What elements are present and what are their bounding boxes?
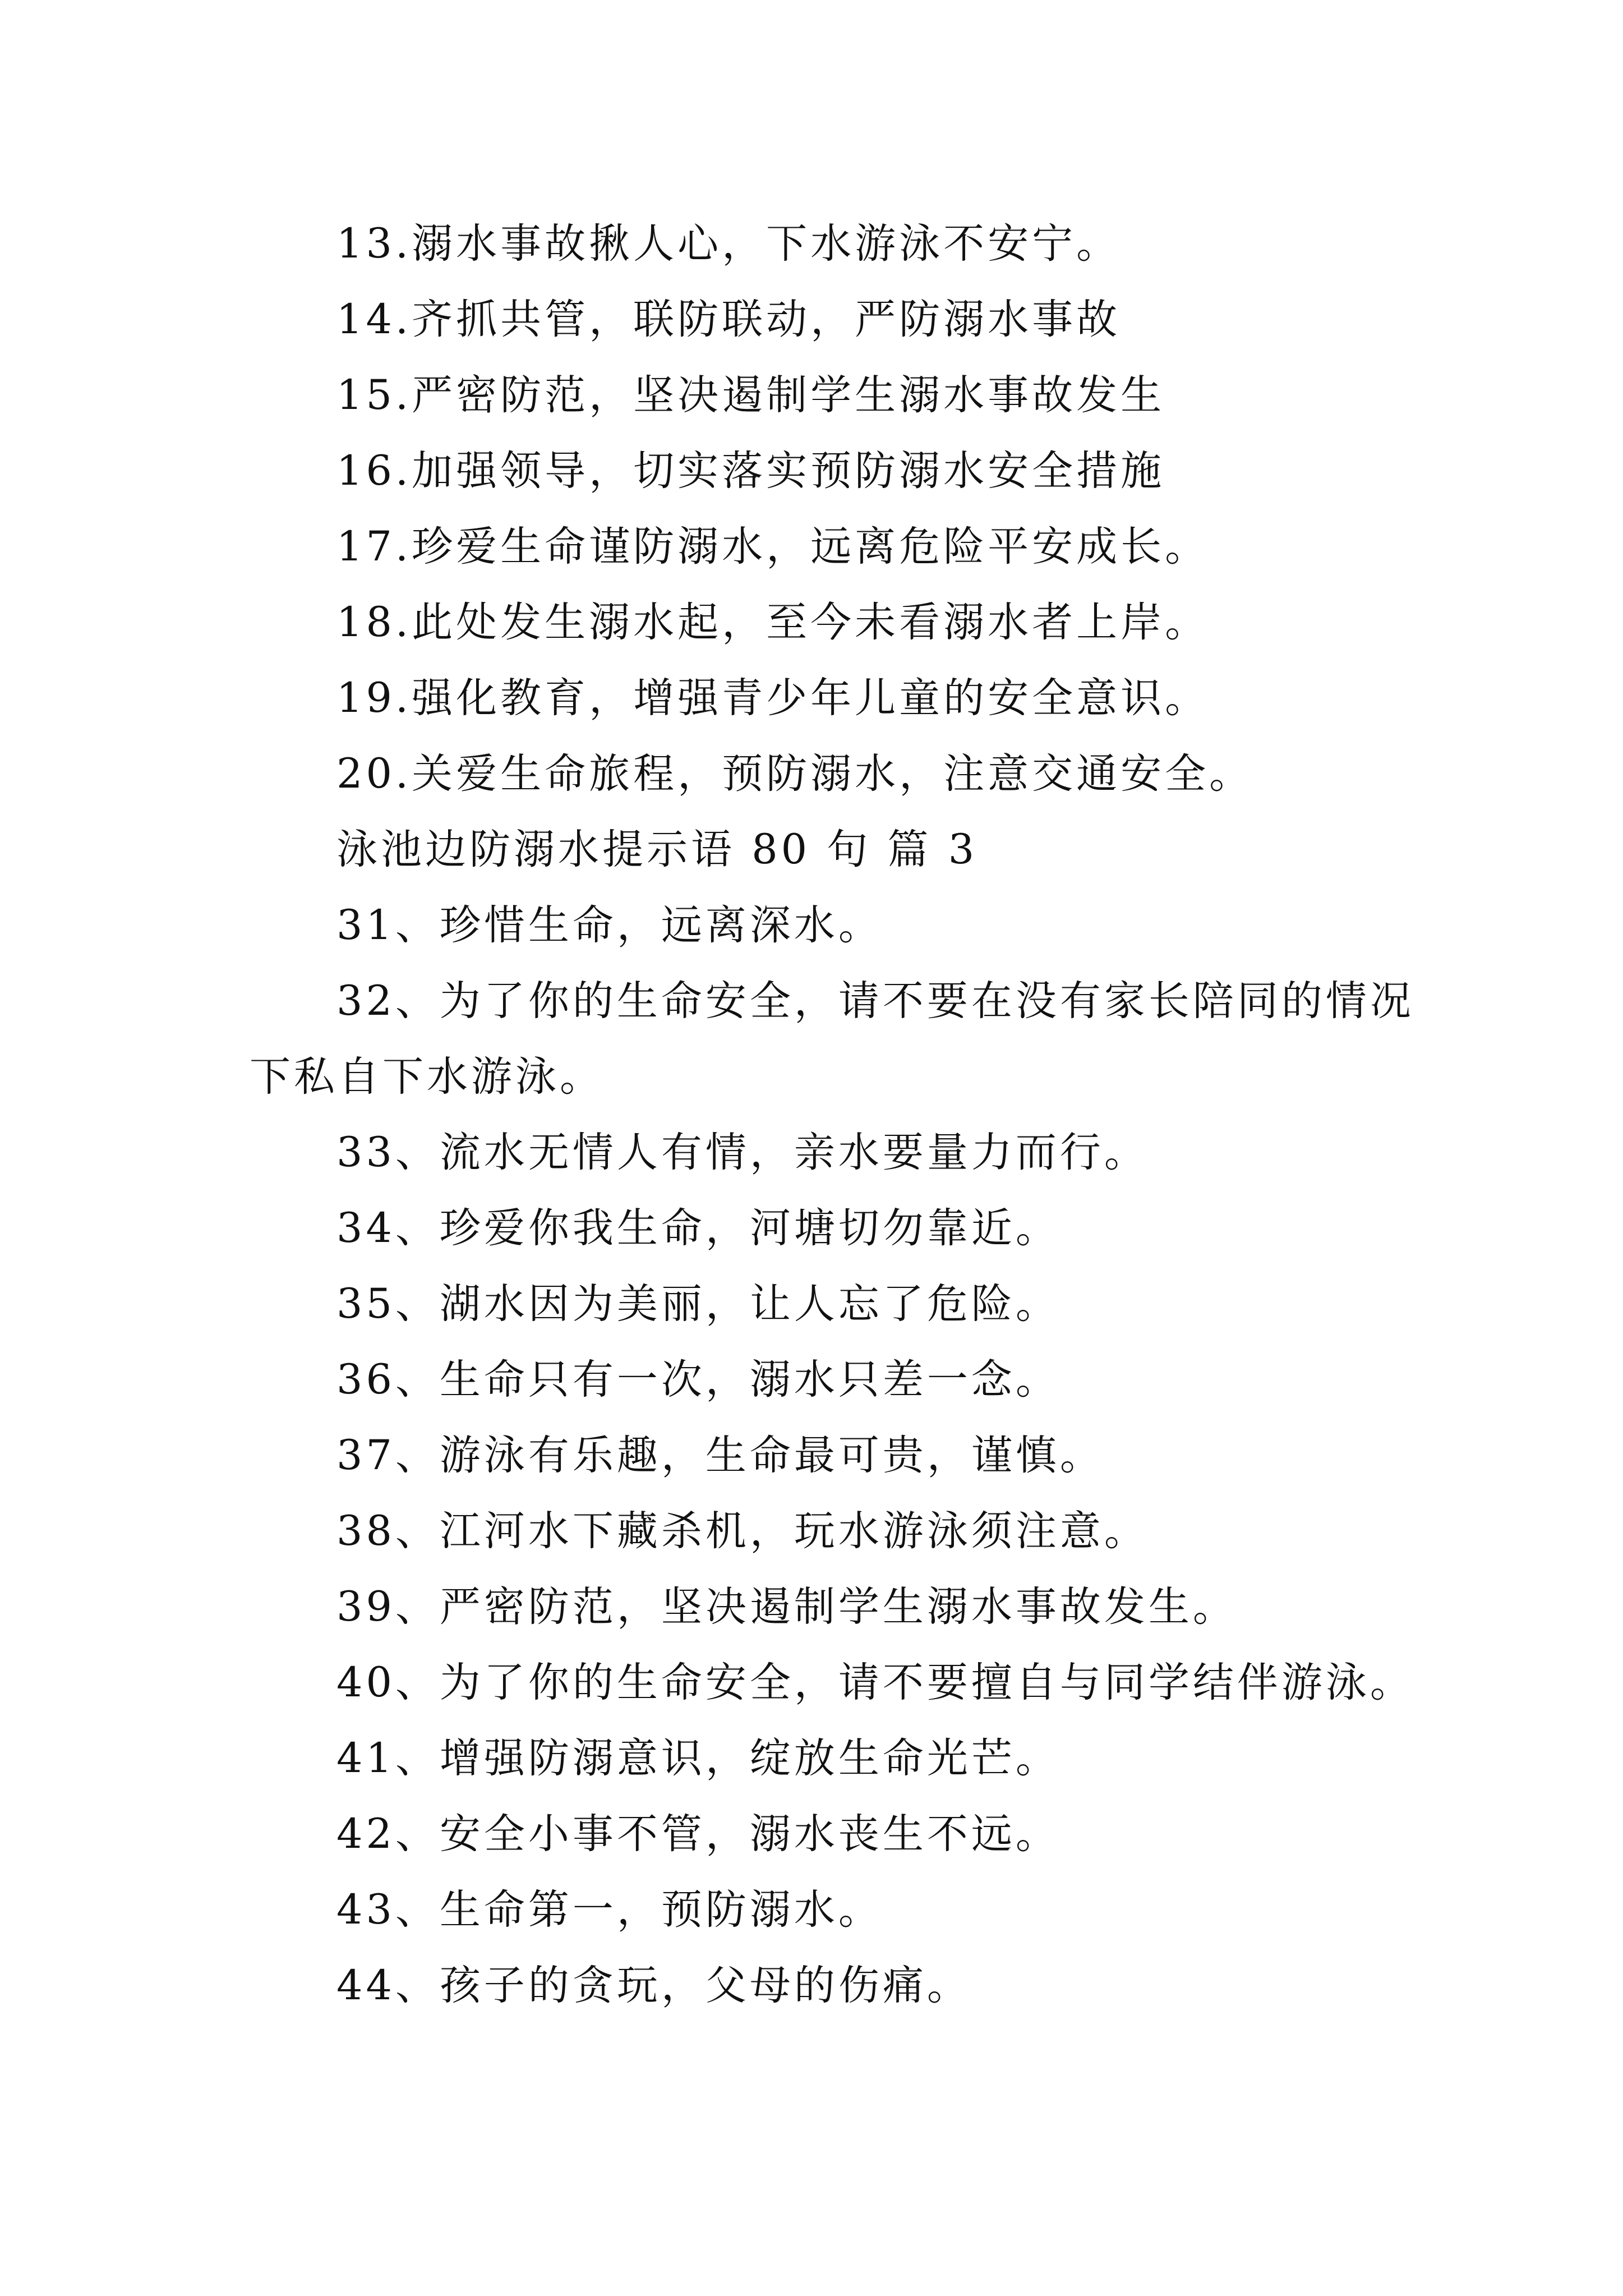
text-line-44: 44、孩子的贪玩，父母的伤痛。 — [336, 1962, 971, 2009]
text-line-41: 41、增强防溺意识，绽放生命光芒。 — [336, 1734, 1060, 1782]
text-line-42: 42、安全小事不管，溺水丧生不远。 — [336, 1810, 1060, 1858]
text-line-17: 17.珍爱生命谨防溺水，远离危险平安成长。 — [336, 523, 1210, 570]
text-line-38: 38、江河水下藏杀机，玩水游泳须注意。 — [336, 1507, 1149, 1555]
text-line-39: 39、严密防范，坚决遏制学生溺水事故发生。 — [336, 1583, 1237, 1631]
text-line-31: 31、珍惜生命，远离深水。 — [336, 901, 883, 949]
text-line-37: 37、游泳有乐趣，生命最可贵，谨慎。 — [336, 1432, 1104, 1479]
section-heading: 泳池边防溺水提示语 80 句 篇 3 — [336, 826, 978, 873]
text-line-18: 18.此处发生溺水起，至今未看溺水者上岸。 — [336, 599, 1210, 646]
text-line-16: 16.加强领导，切实落实预防溺水安全措施 — [336, 447, 1165, 495]
text-line-32: 32、为了你的生命安全，请不要在没有家长陪同的情况 — [336, 977, 1414, 1025]
text-line-35: 35、湖水因为美丽，让人忘了危险。 — [336, 1280, 1060, 1328]
text-line-33: 33、流水无情人有情，亲水要量力而行。 — [336, 1129, 1149, 1176]
text-line-34: 34、珍爱你我生命，河塘切勿靠近。 — [336, 1204, 1060, 1252]
text-line-19: 19.强化教育，增强青少年儿童的安全意识。 — [336, 674, 1210, 722]
text-line-40: 40、为了你的生命安全，请不要擅自与同学结伴游泳。 — [336, 1659, 1414, 1706]
text-line-13: 13.溺水事故揪人心，下水游泳不安宁。 — [336, 220, 1121, 268]
text-line-43: 43、生命第一，预防溺水。 — [336, 1886, 883, 1934]
text-line-36: 36、生命只有一次，溺水只差一念。 — [336, 1356, 1060, 1404]
text-line-20: 20.关爱生命旅程，预防溺水，注意交通安全。 — [336, 750, 1254, 798]
text-line-32-continuation: 下私自下水游泳。 — [250, 1053, 604, 1101]
text-line-14: 14.齐抓共管，联防联动，严防溺水事故 — [336, 296, 1121, 343]
text-line-15: 15.严密防范，坚决遏制学生溺水事故发生 — [336, 371, 1165, 419]
